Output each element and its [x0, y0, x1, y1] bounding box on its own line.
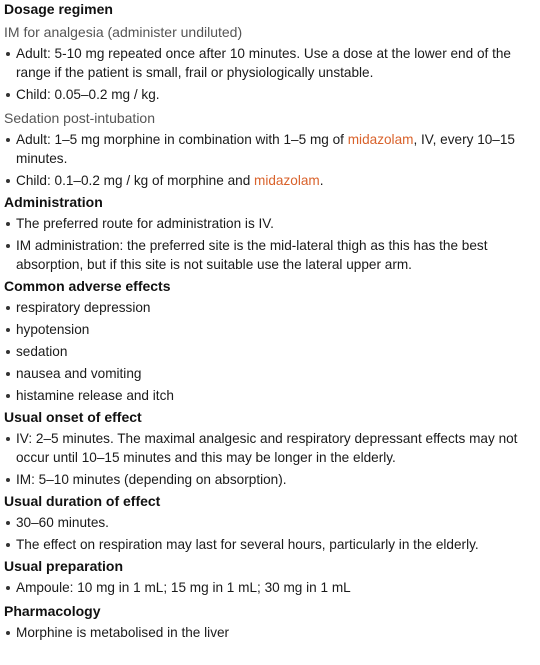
midazolam-link[interactable]: midazolam [347, 132, 414, 147]
duration-list [4, 513, 536, 554]
list-item: IV: 2–5 minutes. The maximal analgesic and respiratory depressant effects may not occur until 10–15 minutes and this may be longer in the elderly. [4, 429, 536, 467]
list-item: IM administration: the preferred site is the mid-lateral thigh as this has the best absorption, but if this site is not suitable use the lateral upper arm. [4, 236, 536, 274]
administration-list [4, 214, 536, 274]
pharmacology-list [4, 623, 536, 642]
list-item: sedation [4, 342, 536, 361]
onset-list [4, 429, 536, 489]
list-item: IM: 5–10 minutes (depending on absorption). [4, 470, 536, 489]
list-item: 30–60 minutes. [4, 513, 536, 532]
im-dosage-list [4, 44, 536, 104]
list-item [4, 130, 536, 168]
list-item: respiratory depression [4, 298, 536, 317]
section-heading-duration: Usual duration of effect [4, 493, 161, 509]
list-item [4, 171, 536, 190]
subheading-sedation: Sedation post-intubation [4, 110, 155, 126]
subheading-im-analgesia: IM for analgesia (administer undiluted) [4, 24, 243, 40]
section-heading-preparation: Usual preparation [4, 558, 124, 574]
list-item: nausea and vomiting [4, 364, 536, 383]
child-dose-text-end: . [319, 173, 324, 188]
preparation-list [4, 578, 536, 597]
list-item: Morphine is metabolised in the liver [4, 623, 536, 642]
section-heading-dosage-regimen: Dosage regimen [4, 1, 113, 17]
adult-dose-text: Adult: 1–5 mg morphine in combination with 1–5 mg of [16, 132, 348, 147]
sedation-dosage-list [4, 130, 536, 190]
adult-dose-text-end: , IV, every 10–15 minutes. [16, 132, 515, 166]
list-item: histamine release and itch [4, 386, 536, 405]
section-heading-pharmacology: Pharmacology [4, 603, 101, 619]
adverse-effects-list [4, 298, 536, 405]
child-dose-text: Child: 0.1–0.2 mg / kg of morphine and [16, 173, 255, 188]
drug-information-page [4, 0, 536, 642]
list-item: Ampoule: 10 mg in 1 mL; 15 mg in 1 mL; 30 mg in 1 mL [4, 578, 536, 597]
section-heading-onset: Usual onset of effect [4, 409, 142, 425]
list-item: Adult: 5-10 mg repeated once after 10 minutes. Use a dose at the lower end of the range if the patient is small, frail or physiologically unstable. [4, 44, 536, 82]
section-heading-adverse-effects: Common adverse effects [4, 278, 171, 294]
list-item: The effect on respiration may last for several hours, particularly in the elderly. [4, 535, 536, 554]
midazolam-link[interactable]: midazolam [254, 173, 320, 188]
list-item: Child: 0.05–0.2 mg / kg. [4, 85, 536, 104]
list-item: The preferred route for administration is IV. [4, 214, 536, 233]
section-heading-administration: Administration [4, 194, 103, 210]
list-item: hypotension [4, 320, 536, 339]
